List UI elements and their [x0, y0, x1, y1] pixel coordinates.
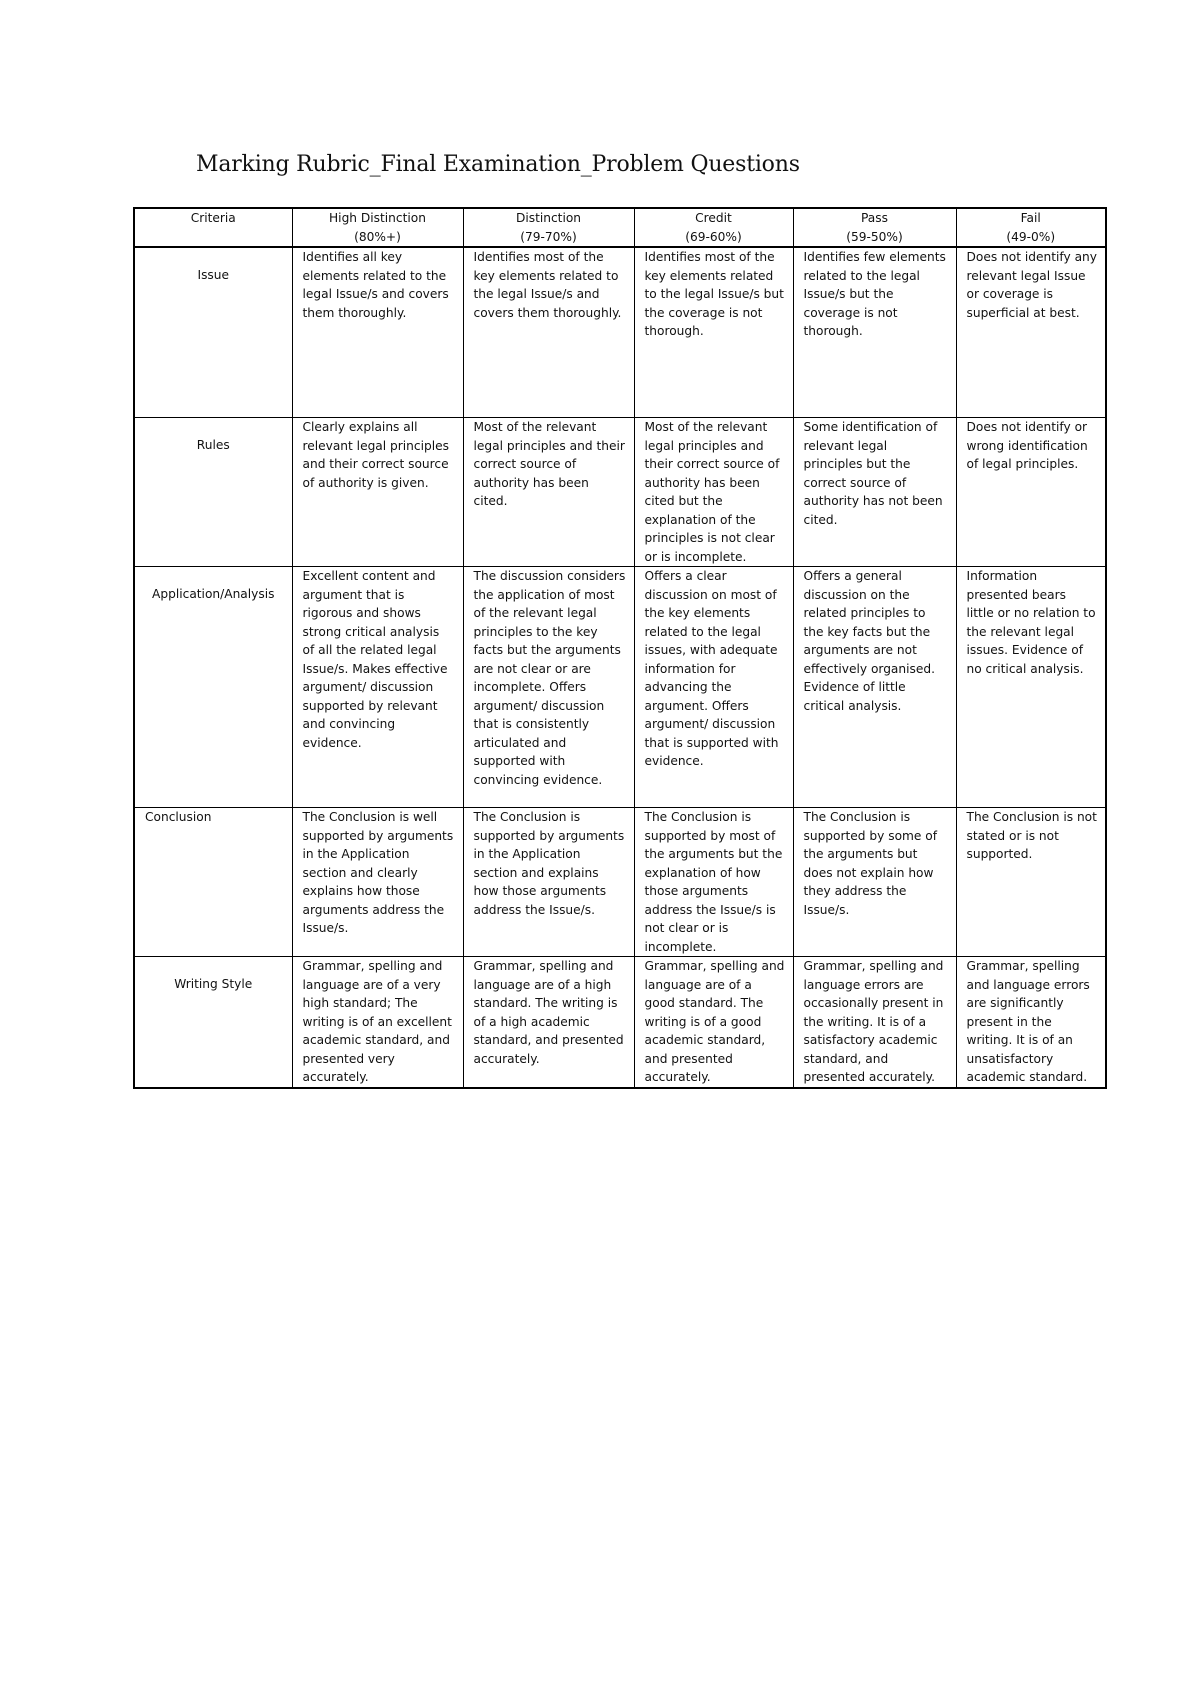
rubric-row-writing-style: [134, 957, 1106, 1089]
rubric-cell: Most of the relevant legal principles and their correct source of authority has been cited but the explanation of the principles is not clear or is incomplete.: [634, 418, 793, 567]
rubric-cell: Does not identify any relevant legal Issue or coverage is superficial at best.: [956, 247, 1106, 418]
rubric-cell: Does not identify or wrong identification of legal principles.: [956, 418, 1106, 567]
rubric-cell: Grammar, spelling and language are of a very high standard; The writing is of an excellent academic standard, and presented very accurately.: [292, 957, 463, 1089]
rubric-cell: Offers a clear discussion on most of the key elements related to the legal issues, with adequate information for advancing the argument. Offers argument/ discussion that is supported with evidence.: [634, 567, 793, 808]
criterion-cell: [134, 247, 292, 418]
rubric-cell: The Conclusion is supported by arguments in the Application section and explains how those arguments address the Issue/s.: [463, 808, 634, 957]
criterion-label: Conclusion: [145, 810, 212, 824]
criterion-label: Issue: [197, 268, 230, 282]
criterion-cell: [134, 808, 292, 957]
header-high-distinction-label: High Distinction: [329, 211, 426, 225]
header-high-distinction-range: (80%+): [354, 229, 401, 244]
criterion-cell: [134, 957, 292, 1089]
rubric-cell: The Conclusion is supported by some of the arguments but does not explain how they address the Issue/s.: [793, 808, 956, 957]
header-pass-range: (59-50%): [846, 229, 903, 244]
rubric-cell: The Conclusion is well supported by arguments in the Application section and clearly explains how those arguments address the Issue/s.: [292, 808, 463, 957]
criterion-cell: [134, 567, 292, 808]
header-pass-label: Pass: [861, 211, 888, 225]
rubric-cell: The Conclusion is not stated or is not supported.: [956, 808, 1106, 957]
rubric-row-conclusion: [134, 808, 1106, 957]
criterion-cell: [134, 418, 292, 567]
header-credit-range: (69-60%): [685, 229, 742, 244]
rubric-row-rules: [134, 418, 1106, 567]
rubric-cell: The discussion considers the application of most of the relevant legal principles to the key facts but the arguments are not clear or are incomplete. Offers argument/ discussion that is consistently articulated and supported with convincing evidence.: [463, 567, 634, 808]
rubric-cell: Identifies most of the key elements related to the legal Issue/s but the coverage is not thorough.: [634, 247, 793, 418]
header-distinction: [463, 208, 634, 247]
rubric-cell: Grammar, spelling and language errors are occasionally present in the writing. It is of a satisfactory academic standard, and presented accurately.: [793, 957, 956, 1089]
rubric-cell: Identifies few elements related to the legal Issue/s but the coverage is not thorough.: [793, 247, 956, 418]
header-criteria-label: Criteria: [190, 211, 236, 225]
header-fail-label: Fail: [1020, 211, 1041, 225]
rubric-cell: Identifies all key elements related to the legal Issue/s and covers them thoroughly.: [292, 247, 463, 418]
rubric-cell: Identifies most of the key elements related to the legal Issue/s and covers them thoroughly.: [463, 247, 634, 418]
header-credit-label: Credit: [695, 211, 732, 225]
rubric-cell: Information presented bears little or no relation to the relevant legal issues. Evidence of no critical analysis.: [956, 567, 1106, 808]
header-pass: [793, 208, 956, 247]
header-distinction-range: (79-70%): [520, 229, 577, 244]
header-distinction-label: Distinction: [515, 211, 582, 225]
rubric-table: [133, 207, 1107, 1089]
rubric-cell: Offers a general discussion on the related principles to the key facts but the arguments are not effectively organised. Evidence of little critical analysis.: [793, 567, 956, 808]
page-title: Marking Rubric_Final Examination_Problem Questions: [196, 152, 800, 177]
rubric-cell: Grammar, spelling and language are of a good standard. The writing is of a good academic standard, and presented accurately.: [634, 957, 793, 1089]
header-high-distinction: [292, 208, 463, 247]
criterion-label: Rules: [196, 438, 230, 452]
rubric-row-issue: [134, 247, 1106, 418]
header-credit: [634, 208, 793, 247]
header-row: [134, 208, 1106, 247]
header-fail: [956, 208, 1106, 247]
criterion-label: Writing Style: [174, 977, 253, 991]
rubric-cell: Excellent content and argument that is rigorous and shows strong critical analysis of all the related legal Issue/s. Makes effective argument/ discussion supported by relevant and convincing evidence.: [292, 567, 463, 808]
rubric-cell: Most of the relevant legal principles and their correct source of authority has been cited.: [463, 418, 634, 567]
rubric-row-application-analysis: [134, 567, 1106, 808]
rubric-cell: Grammar, spelling and language errors are significantly present in the writing. It is of an unsatisfactory academic standard.: [956, 957, 1106, 1089]
rubric-cell: Grammar, spelling and language are of a high standard. The writing is of a high academic standard, and presented accurately.: [463, 957, 634, 1089]
rubric-cell: Some identification of relevant legal principles but the correct source of authority has not been cited.: [793, 418, 956, 567]
criterion-label: Application/Analysis: [152, 587, 275, 601]
header-fail-range: (49-0%): [1006, 229, 1056, 244]
rubric-cell: Clearly explains all relevant legal principles and their correct source of authority is given.: [292, 418, 463, 567]
header-criteria: [134, 208, 292, 247]
rubric-cell: The Conclusion is supported by most of the arguments but the explanation of how those arguments address the Issue/s is not clear or is incomplete.: [634, 808, 793, 957]
